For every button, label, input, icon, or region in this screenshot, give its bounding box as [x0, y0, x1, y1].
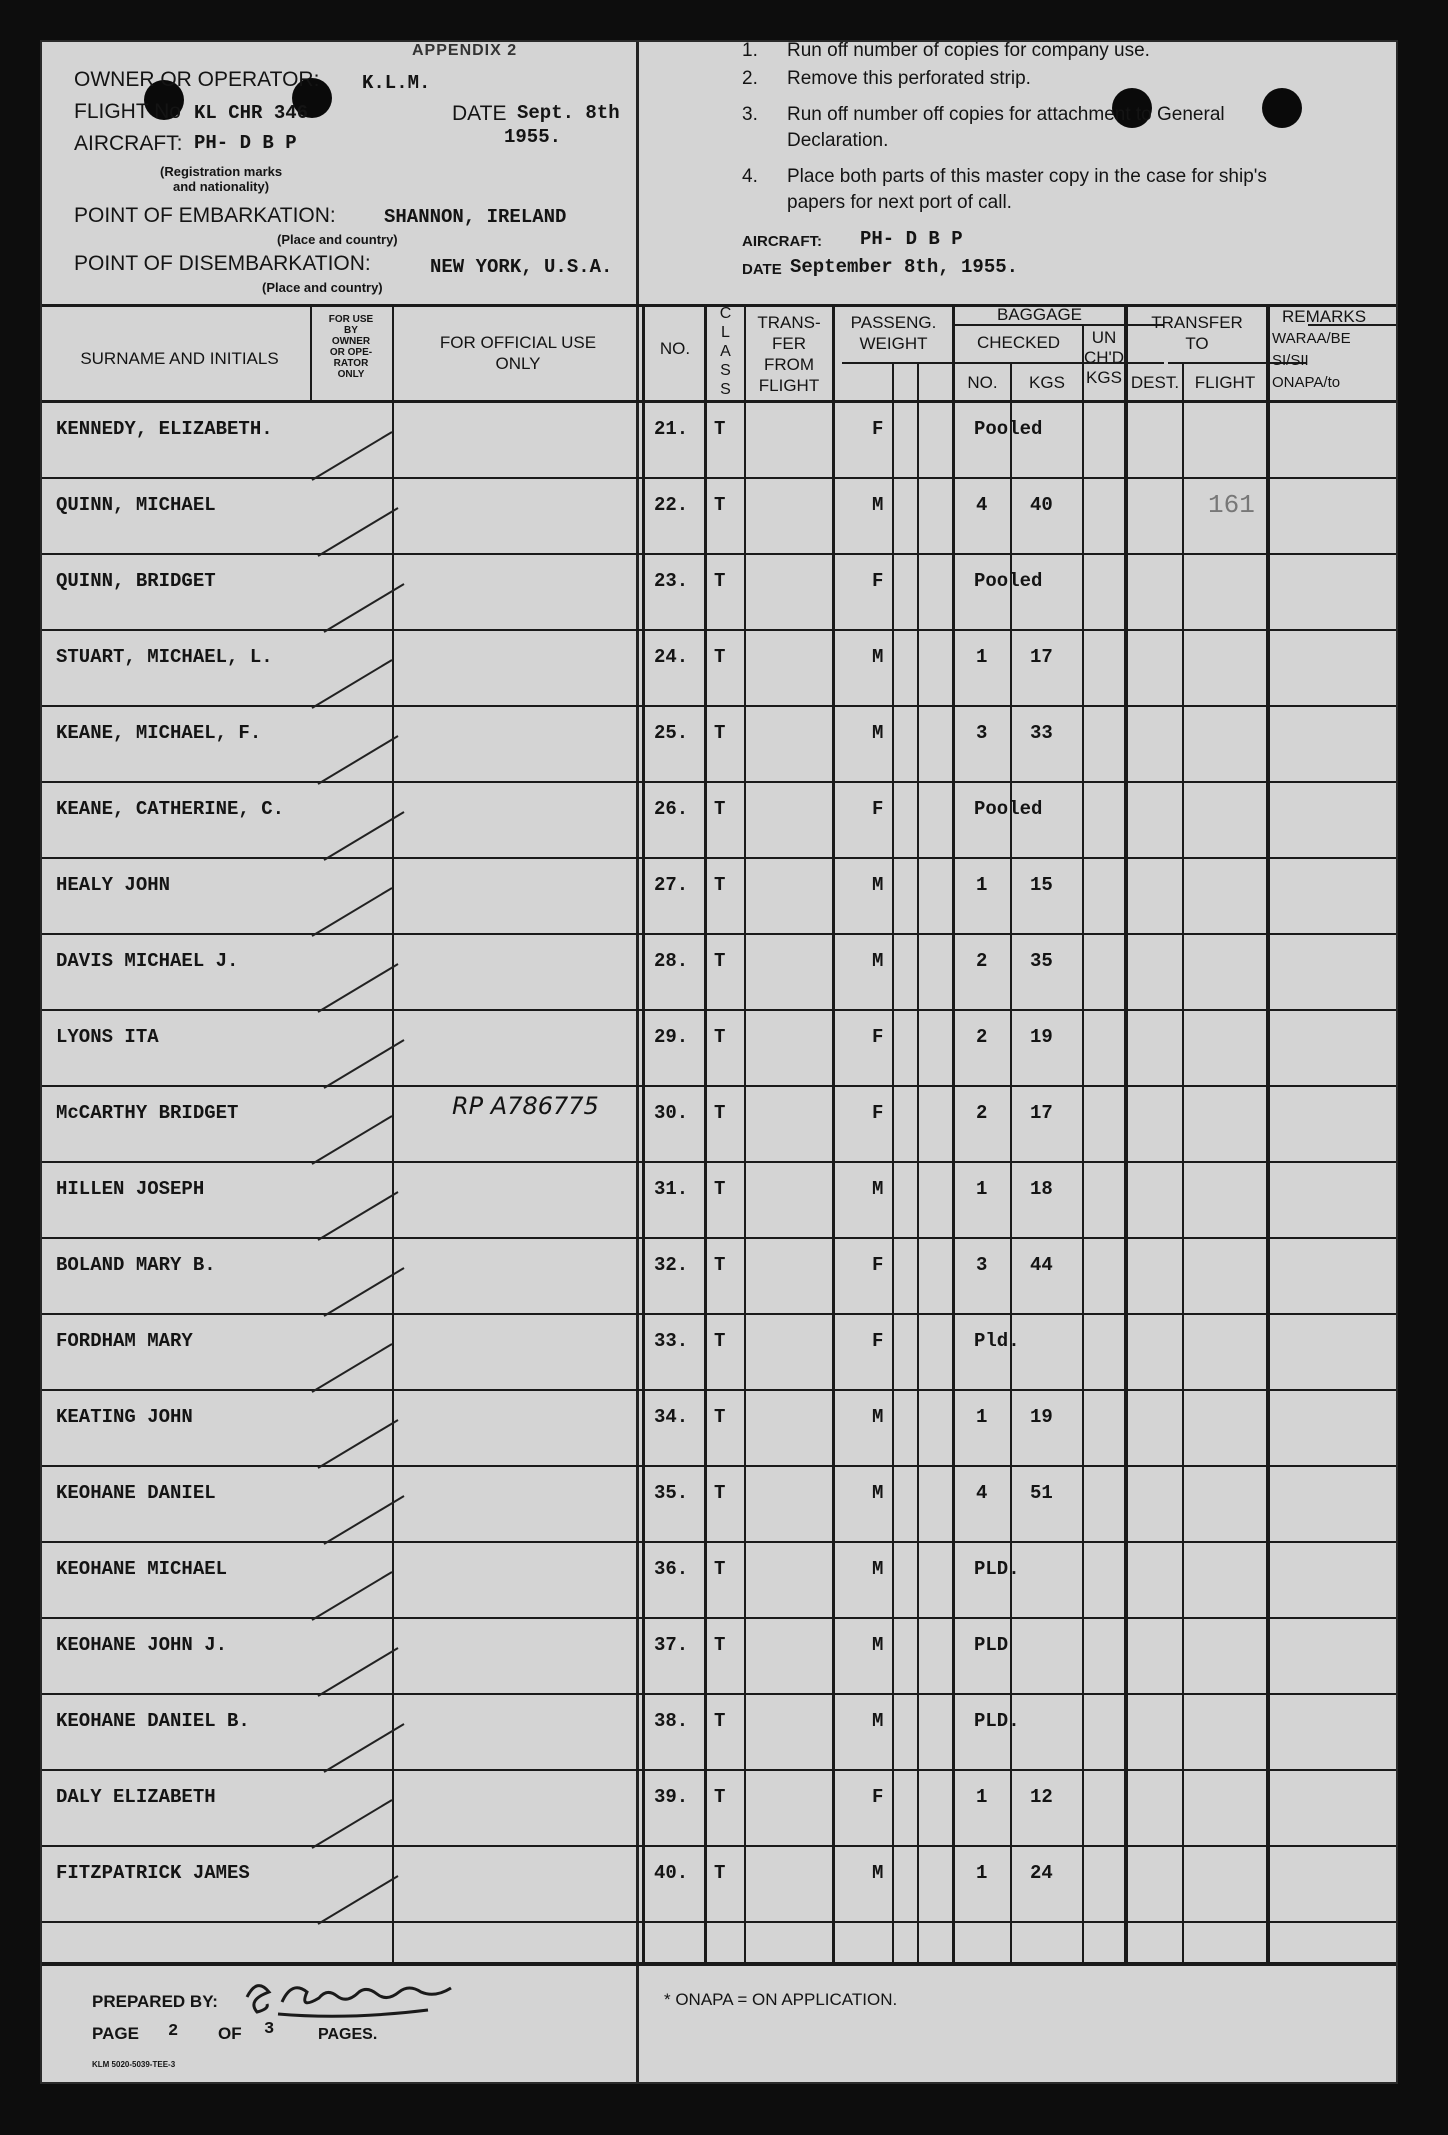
passenger-class: T [714, 570, 726, 592]
passenger-no: 29. [654, 1026, 689, 1048]
baggage-count: 4 [976, 1482, 988, 1504]
pages-label: PAGES. [318, 2026, 378, 2043]
tick-mark [312, 1572, 392, 1620]
aircraft-label: AIRCRAFT: [74, 132, 183, 155]
passenger-class: T [714, 722, 726, 744]
passenger-name: STUART, MICHAEL, L. [56, 646, 273, 668]
passenger-no: 28. [654, 950, 689, 972]
passenger-sex: F [872, 798, 884, 820]
tick-mark [324, 812, 404, 860]
tick-mark [318, 508, 398, 556]
passenger-name: KENNEDY, ELIZABETH. [56, 418, 273, 440]
baggage-kgs: 18 [1030, 1178, 1053, 1200]
passenger-no: 30. [654, 1102, 689, 1124]
col-bag-no: NO. [967, 373, 998, 392]
passenger-name: KEANE, MICHAEL, F. [56, 722, 262, 744]
col-owner-use: FOR USE BY OWNER OR OPE- RATOR ONLY [328, 314, 374, 380]
passenger-no: 38. [654, 1710, 689, 1732]
baggage-count: 1 [976, 1178, 988, 1200]
col-flight: FLIGHT [1194, 373, 1256, 392]
passenger-sex: F [872, 1330, 884, 1352]
baggage-kgs: 33 [1030, 722, 1053, 744]
baggage-pooled: PLD [974, 1634, 1009, 1656]
passenger-no: 27. [654, 874, 689, 896]
tick-mark [312, 1800, 392, 1848]
right-date-value: September 8th, 1955. [790, 256, 1019, 278]
tick-mark [324, 584, 404, 632]
baggage-kgs: 19 [1030, 1026, 1053, 1048]
baggage-count: 3 [976, 1254, 988, 1276]
passenger-class: T [714, 1786, 726, 1808]
col-transfer-to: TRANSFER TO [1151, 313, 1243, 353]
baggage-count: 1 [976, 1406, 988, 1428]
date-label: DATE [452, 102, 507, 125]
passenger-class: T [714, 950, 726, 972]
tick-mark [318, 1420, 398, 1468]
passenger-no: 34. [654, 1406, 689, 1428]
appendix-label: APPENDIX 2 [412, 42, 518, 59]
passenger-sex: M [872, 722, 884, 744]
tick-mark [312, 660, 392, 708]
col-baggage: BAGGAGE [996, 305, 1083, 324]
passenger-manifest-page: APPENDIX 2 OWNER OR OPERATOR: K.L.M. FLIGHT No KL CHR 346 DATE Sept. 8th 1955. AIRCRAFT: PH- D B P (Registration marks and nationality) POINT OF EMBARKATION: SHANNON, IRELAND (Place and country) POINT OF DISEMBARKATION: NEW YORK, U.S.A. (Place and country) 1. Run off number of copies for company use. 2. Remove this perforated strip. 3. Run off number off copies for attachment to General Declaration. 4. Place both parts of this master copy in the case for ship's papers for next port of call. AIRCRAFT: PH- D B P DATE September 8th, 1955. SURNAME AND INITIALS FOR USE BY OWNER OR OPE- RATOR ONLY FOR OFFICIAL USE ONLY NO. C L A S S TRANS- FER FROM FLIGHT PASSENG. WEIGHT BAGGAGE CHECKED UN CH'D KGS NO. KGS TRANSFER TO DEST. FLIGHT REMARKS WARAA/BE SI/SII ONAPA/to KENNEDY, ELIZABETH. 21. T F Pooled QUINN, MICHAEL 22. T M 4 40 161 QUINN, BRIDGET 23. T F Pooled STUART, MICHAEL, L. 24. T M 1 17 KEANE, MICHAEL, F. 25. T M 3 33 KEANE, CATHERINE, C. 26. T F Pooled HEALY JOHN 27. T M 1 15 DAVIS MICHAEL J. 28. T M 2 35 LYONS ITA 29. T F 2 19 McCARTHY BRIDGET 30. T F 2 17 RP A786775 HILLEN JOSEPH 31. T M 1 18 BOLAND MARY B. 32. T F 3 44 FORDHAM MARY 33. T F Pld. KEATING JOHN 34. T M 1 19 KEOHANE DANIEL 35. T M 4 51 KEOHANE MICHAEL 36. T M PLD. KEOHANE JOHN J. 37. T M PLD KEOHANE DANIEL B. 38. T M PLD. DALY ELIZABETH 39. T F 1 12 FITZPATRICK JAMES 40. T M 1 24 PREPARED BY: PAGE 2 OF 3 PAGES. * ONAPA = ON APPLICATION. KLM 5020-5039-TEE-3 [40, 40, 1398, 2084]
passenger-name: KEOHANE DANIEL [56, 1482, 216, 1504]
owner-label: OWNER OR OPERATOR: [74, 68, 320, 91]
passenger-class: T [714, 1178, 726, 1200]
passenger-no: 23. [654, 570, 689, 592]
passenger-name: FITZPATRICK JAMES [56, 1862, 250, 1884]
tick-marks [312, 432, 404, 1924]
passenger-sex: M [872, 1482, 884, 1504]
form-code: KLM 5020-5039-TEE-3 [92, 2060, 176, 2069]
total-pages: 3 [264, 2020, 275, 2039]
passenger-class: T [714, 1634, 726, 1656]
baggage-pooled: PLD. [974, 1710, 1020, 1732]
passenger-name: HEALY JOHN [56, 874, 171, 896]
passenger-class: T [714, 1330, 726, 1352]
transfer-flight: 161 [1208, 490, 1255, 520]
passenger-class: T [714, 1254, 726, 1276]
passenger-name: FORDHAM MARY [56, 1330, 193, 1352]
baggage-count: 1 [976, 1862, 988, 1884]
col-bag-kgs: KGS [1029, 373, 1065, 392]
col-class: C L A S S [719, 305, 732, 398]
tick-mark [324, 1496, 404, 1544]
flight-label: FLIGHT No [74, 100, 181, 123]
passenger-sex: F [872, 1254, 884, 1276]
embarkation-value: SHANNON, IRELAND [384, 206, 567, 228]
disembarkation-value: NEW YORK, U.S.A. [430, 256, 613, 278]
page-number: 2 [168, 2022, 179, 2041]
right-aircraft-value: PH- D B P [860, 228, 963, 250]
of-label: OF [218, 2024, 242, 2043]
passenger-sex: M [872, 950, 884, 972]
col-remarks: REMARKS WARAA/BE SI/SII ONAPA/to [1272, 307, 1367, 391]
owner-value: K.L.M. [362, 72, 431, 94]
passenger-name: KEOHANE DANIEL B. [56, 1710, 250, 1732]
passenger-no: 37. [654, 1634, 689, 1656]
embarkation-note: (Place and country) [277, 232, 398, 247]
prepared-by-label: PREPARED BY: [92, 1992, 218, 2011]
passenger-no: 22. [654, 494, 689, 516]
tick-mark [318, 736, 398, 784]
passenger-name: KEATING JOHN [56, 1406, 193, 1428]
baggage-pooled: Pld. [974, 1330, 1020, 1352]
tick-mark [324, 1268, 404, 1316]
baggage-kgs: 40 [1030, 494, 1053, 516]
passenger-sex: M [872, 874, 884, 896]
passenger-sex: M [872, 1178, 884, 1200]
passenger-class: T [714, 798, 726, 820]
disembarkation-label: POINT OF DISEMBARKATION: [74, 252, 371, 275]
passenger-no: 26. [654, 798, 689, 820]
passenger-sex: F [872, 1026, 884, 1048]
tick-mark [318, 1876, 398, 1924]
passenger-class: T [714, 1862, 726, 1884]
passenger-class: T [714, 1710, 726, 1732]
baggage-kgs: 17 [1030, 1102, 1053, 1124]
right-date-label: DATE [742, 261, 782, 278]
passenger-no: 40. [654, 1862, 689, 1884]
passenger-sex: F [872, 1102, 884, 1124]
passenger-name: DAVIS MICHAEL J. [56, 950, 239, 972]
passenger-name: KEANE, CATHERINE, C. [56, 798, 285, 820]
passenger-class: T [714, 1558, 726, 1580]
passenger-no: 24. [654, 646, 689, 668]
baggage-kgs: 19 [1030, 1406, 1053, 1428]
date-value-line1: Sept. 8th [517, 102, 620, 124]
flight-value: KL CHR 346 [194, 102, 309, 124]
passenger-name: BOLAND MARY B. [56, 1254, 216, 1276]
baggage-kgs: 17 [1030, 646, 1053, 668]
passenger-no: 21. [654, 418, 689, 440]
tick-mark [312, 1344, 392, 1392]
passenger-name: KEOHANE MICHAEL [56, 1558, 228, 1580]
baggage-kgs: 12 [1030, 1786, 1053, 1808]
baggage-pooled: Pooled [974, 418, 1043, 440]
passenger-no: 36. [654, 1558, 689, 1580]
passenger-class: T [714, 1026, 726, 1048]
passenger-sex: F [872, 570, 884, 592]
passenger-no: 31. [654, 1178, 689, 1200]
col-transfer-from: TRANS- FER FROM FLIGHT [757, 313, 821, 395]
tick-mark [312, 432, 392, 480]
signature-mark [247, 1986, 451, 2017]
passenger-name: HILLEN JOSEPH [56, 1178, 205, 1200]
disembarkation-note: (Place and country) [262, 280, 383, 295]
passenger-sex: M [872, 1558, 884, 1580]
passenger-sex: M [872, 1710, 884, 1732]
passenger-name: DALY ELIZABETH [56, 1786, 216, 1808]
col-no: NO. [659, 339, 691, 358]
handwriting-layer [42, 42, 1396, 2082]
tick-mark [324, 1040, 404, 1088]
col-dest: DEST. [1130, 373, 1180, 392]
tick-mark [312, 888, 392, 936]
passenger-sex: M [872, 1862, 884, 1884]
baggage-count: 2 [976, 1026, 988, 1048]
passenger-sex: F [872, 1786, 884, 1808]
baggage-pooled: Pooled [974, 798, 1043, 820]
registration-note-2: and nationality) [173, 179, 270, 194]
right-aircraft-label: AIRCRAFT: [742, 233, 822, 250]
baggage-kgs: 24 [1030, 1862, 1053, 1884]
passenger-sex: M [872, 1634, 884, 1656]
tick-mark [312, 1116, 392, 1164]
passenger-no: 33. [654, 1330, 689, 1352]
passenger-no: 32. [654, 1254, 689, 1276]
passenger-sex: M [872, 646, 884, 668]
passenger-name: LYONS ITA [56, 1026, 159, 1048]
date-value-line2: 1955. [504, 126, 562, 148]
tick-mark [318, 1648, 398, 1696]
passenger-class: T [714, 1102, 726, 1124]
baggage-count: 2 [976, 950, 988, 972]
passenger-class: T [714, 1482, 726, 1504]
tick-mark [318, 964, 398, 1012]
passenger-name: QUINN, MICHAEL [56, 494, 216, 516]
aircraft-value: PH- D B P [194, 132, 297, 154]
baggage-kgs: 15 [1030, 874, 1053, 896]
passenger-class: T [714, 1406, 726, 1428]
tick-mark [324, 1724, 404, 1772]
col-passeng-weight: PASSENG. WEIGHT [850, 313, 937, 353]
baggage-pooled: PLD. [974, 1558, 1020, 1580]
passenger-sex: M [872, 494, 884, 516]
col-unchd: UN CH'D KGS [1084, 328, 1125, 387]
embarkation-label: POINT OF EMBARKATION: [74, 204, 336, 227]
passenger-sex: F [872, 418, 884, 440]
page-label: PAGE [92, 2024, 139, 2043]
col-official: FOR OFFICIAL USE ONLY [439, 333, 597, 373]
baggage-count: 1 [976, 646, 988, 668]
baggage-kgs: 35 [1030, 950, 1053, 972]
passenger-no: 39. [654, 1786, 689, 1808]
baggage-kgs: 44 [1030, 1254, 1053, 1276]
passenger-name: QUINN, BRIDGET [56, 570, 216, 592]
baggage-count: 1 [976, 1786, 988, 1808]
passenger-no: 25. [654, 722, 689, 744]
passenger-class: T [714, 418, 726, 440]
passenger-class: T [714, 874, 726, 896]
col-surname: SURNAME AND INITIALS [80, 349, 279, 368]
baggage-kgs: 51 [1030, 1482, 1053, 1504]
passenger-no: 35. [654, 1482, 689, 1504]
baggage-count: 1 [976, 874, 988, 896]
passenger-class: T [714, 494, 726, 516]
official-note: RP A786775 [452, 1092, 599, 1120]
registration-note-1: (Registration marks [160, 164, 283, 179]
passenger-name: McCARTHY BRIDGET [56, 1102, 239, 1124]
passenger-name: KEOHANE JOHN J. [56, 1634, 228, 1656]
passenger-sex: M [872, 1406, 884, 1428]
onapa-note: * ONAPA = ON APPLICATION. [664, 1990, 898, 2009]
baggage-pooled: Pooled [974, 570, 1043, 592]
baggage-count: 3 [976, 722, 988, 744]
passenger-class: T [714, 646, 726, 668]
baggage-count: 4 [976, 494, 988, 516]
tick-mark [318, 1192, 398, 1240]
baggage-count: 2 [976, 1102, 988, 1124]
col-checked: CHECKED [976, 333, 1061, 352]
